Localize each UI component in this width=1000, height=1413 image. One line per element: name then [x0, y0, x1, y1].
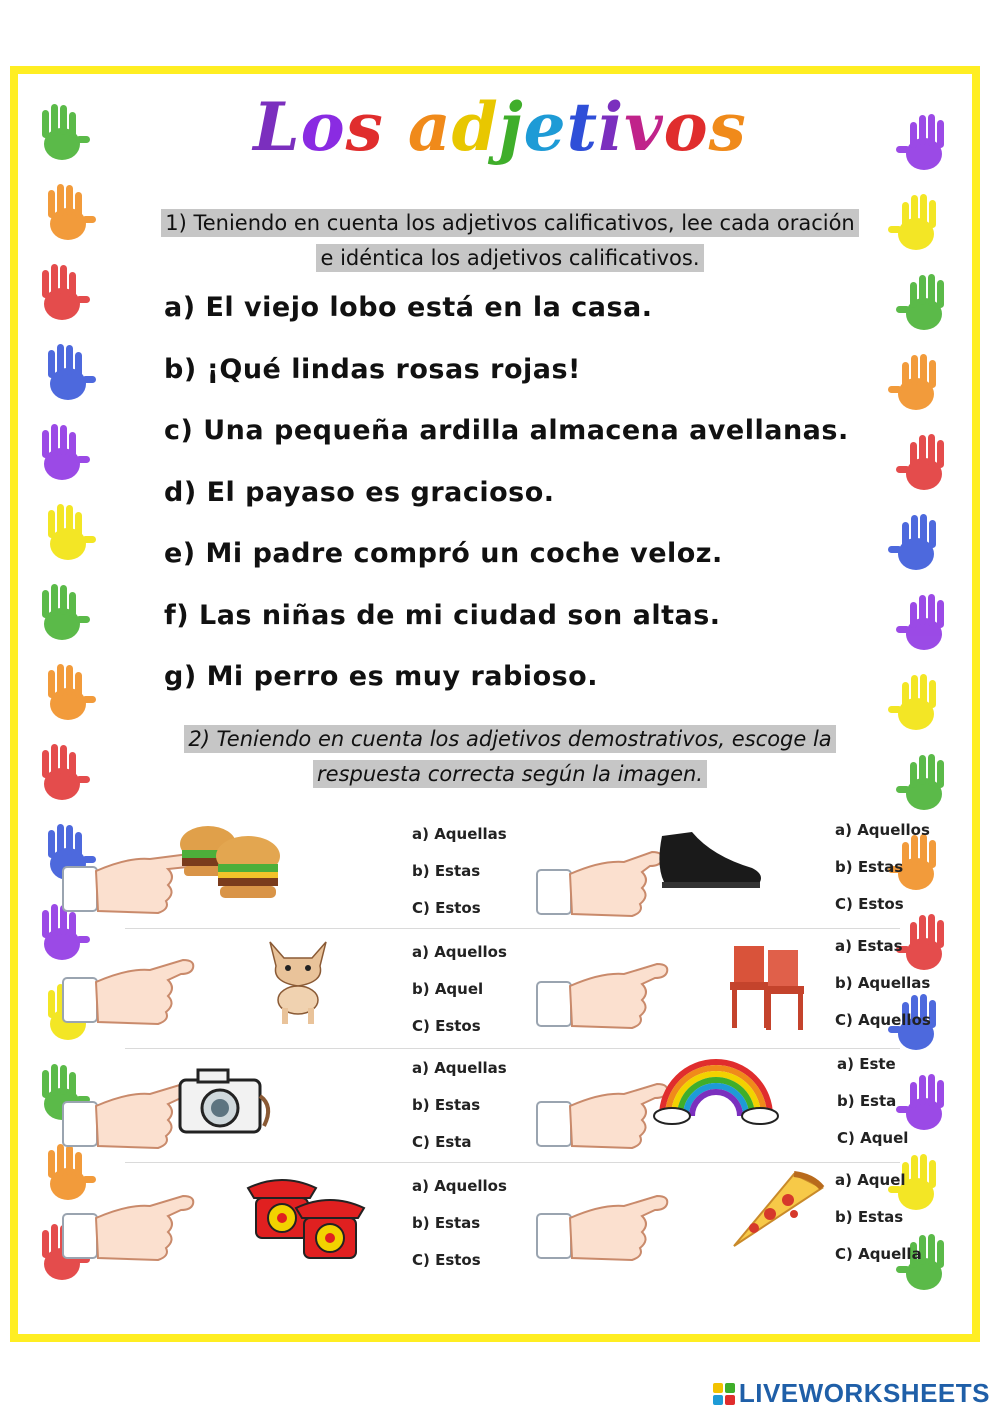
row-divider: [125, 1048, 900, 1049]
sentence-item[interactable]: b) ¡Qué lindas rosas rojas!: [164, 353, 581, 385]
sentence-item[interactable]: e) Mi padre compró un coche veloz.: [164, 538, 723, 569]
section2-instruction: [160, 722, 860, 792]
exercise-telephones: [58, 1168, 378, 1282]
liveworksheets-logo-icon: [713, 1383, 735, 1405]
handprint-icon: [896, 430, 958, 498]
handprint-icon: [888, 350, 950, 418]
rainbow-icon: [654, 1062, 778, 1124]
option-a[interactable]: a) Aquellos: [412, 943, 507, 961]
chairs-icon: [730, 946, 804, 1030]
pointing-hand-icon: [58, 1052, 298, 1162]
option-b[interactable]: b) Aquellas: [835, 974, 931, 992]
exercise-chairs: [532, 938, 832, 1042]
pointing-hand-icon: [58, 812, 298, 922]
option-a[interactable]: a) Aquellas: [412, 1059, 507, 1077]
option-c[interactable]: C) Estos: [412, 1017, 481, 1035]
liveworksheets-watermark: [713, 1378, 990, 1409]
option-b[interactable]: b) Estas: [835, 858, 904, 876]
sentence-item[interactable]: g) Mi perro es muy rabioso.: [164, 661, 598, 692]
pointing-hand-icon: [532, 938, 832, 1038]
title-letter: d: [451, 88, 499, 166]
pointing-hand-icon: [532, 1052, 782, 1162]
dog-icon: [270, 942, 326, 1024]
handprint-icon: [896, 750, 958, 818]
watermark-text: LIVEWORKSHEETS: [738, 1378, 990, 1408]
option-c[interactable]: C) Estos: [835, 895, 904, 913]
title-letter: o: [663, 88, 709, 166]
title-letter: L: [253, 88, 301, 166]
option-c[interactable]: C) Esta: [412, 1133, 472, 1151]
pointing-hand-icon: [58, 930, 348, 1040]
title-letter: a: [407, 88, 452, 166]
section1-instruction-line2: e idéntica los adjetivos calificativos.: [316, 244, 703, 272]
worksheet-title: [0, 88, 1000, 166]
pointing-hand-icon: [58, 1168, 378, 1278]
handprint-icon: [28, 260, 90, 328]
exercise-options: [412, 1050, 507, 1161]
title-letter: i: [598, 88, 625, 166]
handprint-icon: [28, 420, 90, 488]
option-b[interactable]: b) Estas: [412, 1214, 481, 1232]
sentence-item[interactable]: a) El viejo lobo está en la casa.: [164, 292, 653, 323]
option-a[interactable]: a) Aquellas: [412, 825, 507, 843]
handprint-icon: [896, 270, 958, 338]
option-c[interactable]: C) Aquella: [835, 1245, 922, 1263]
option-b[interactable]: b) Estas: [412, 862, 481, 880]
exercise-hamburgers: [58, 812, 298, 926]
option-a[interactable]: a) Aquellos: [835, 821, 930, 839]
option-a[interactable]: a) Aquellos: [412, 1177, 507, 1195]
exercise-options: [412, 816, 507, 927]
exercise-options: [835, 1162, 922, 1273]
sentence-item[interactable]: f) Las niñas de mi ciudad son altas.: [164, 599, 721, 631]
pointing-hand-icon: [532, 820, 772, 930]
exercise-camera: [58, 1052, 298, 1166]
title-letter: j: [498, 88, 524, 166]
section1-instruction-line1: 1) Teniendo en cuenta los adjetivos calificativos, lee cada oración: [161, 209, 859, 237]
pointing-hand-icon: [532, 1166, 832, 1276]
exercise-options: [412, 934, 507, 1045]
title-letter: [384, 88, 408, 166]
option-b[interactable]: b) Estas: [412, 1096, 481, 1114]
exercise-options: [412, 1168, 507, 1279]
title-letter: t: [566, 88, 599, 166]
option-b[interactable]: b) Estas: [835, 1208, 904, 1226]
section2-instruction-line2: respuesta correcta según la imagen.: [313, 760, 707, 788]
option-a[interactable]: a) Este: [837, 1055, 896, 1073]
pizza-icon: [734, 1174, 822, 1246]
handprint-icon: [34, 180, 96, 248]
option-c[interactable]: C) Estos: [412, 1251, 481, 1269]
option-c[interactable]: C) Aquellos: [835, 1011, 931, 1029]
sentence-item[interactable]: d) El payaso es gracioso.: [164, 476, 555, 508]
handprint-icon: [34, 660, 96, 728]
sentence-list: [164, 292, 884, 723]
exercise-options: [835, 928, 931, 1039]
option-b[interactable]: b) Aquel: [412, 980, 484, 998]
row-divider: [125, 928, 900, 929]
title-letter: o: [300, 88, 346, 166]
handprint-icon: [28, 580, 90, 648]
exercise-options: [835, 812, 930, 923]
option-c[interactable]: C) Aquel: [837, 1129, 909, 1147]
option-a[interactable]: a) Estas: [835, 937, 903, 955]
option-c[interactable]: C) Estos: [412, 899, 481, 917]
camera-icon: [180, 1070, 268, 1132]
shoe-icon: [659, 832, 761, 888]
section1-instruction: [160, 206, 860, 276]
exercise-pizza: [532, 1166, 832, 1280]
title-letter: s: [708, 88, 747, 166]
exercise-dog: [58, 930, 348, 1044]
handprint-icon: [28, 740, 90, 808]
title-letter: e: [523, 88, 567, 166]
sentence-item[interactable]: c) Una pequeña ardilla almacena avellanas.: [164, 415, 849, 446]
handprint-icon: [34, 340, 96, 408]
handprint-icon: [888, 670, 950, 738]
handprint-icon: [34, 500, 96, 568]
section2-instruction-line1: 2) Teniendo en cuenta los adjetivos demostrativos, escoge la: [184, 725, 835, 753]
handprint-icon: [888, 190, 950, 258]
option-a[interactable]: a) Aquel: [835, 1171, 906, 1189]
handprint-icon: [888, 510, 950, 578]
exercise-options: [837, 1046, 908, 1157]
exercise-rainbow: [532, 1052, 782, 1166]
title-letter: v: [624, 88, 664, 166]
handprint-icon: [896, 590, 958, 658]
option-b[interactable]: b) Esta: [837, 1092, 897, 1110]
exercise-shoes: [532, 820, 772, 934]
title-letter: s: [345, 88, 384, 166]
